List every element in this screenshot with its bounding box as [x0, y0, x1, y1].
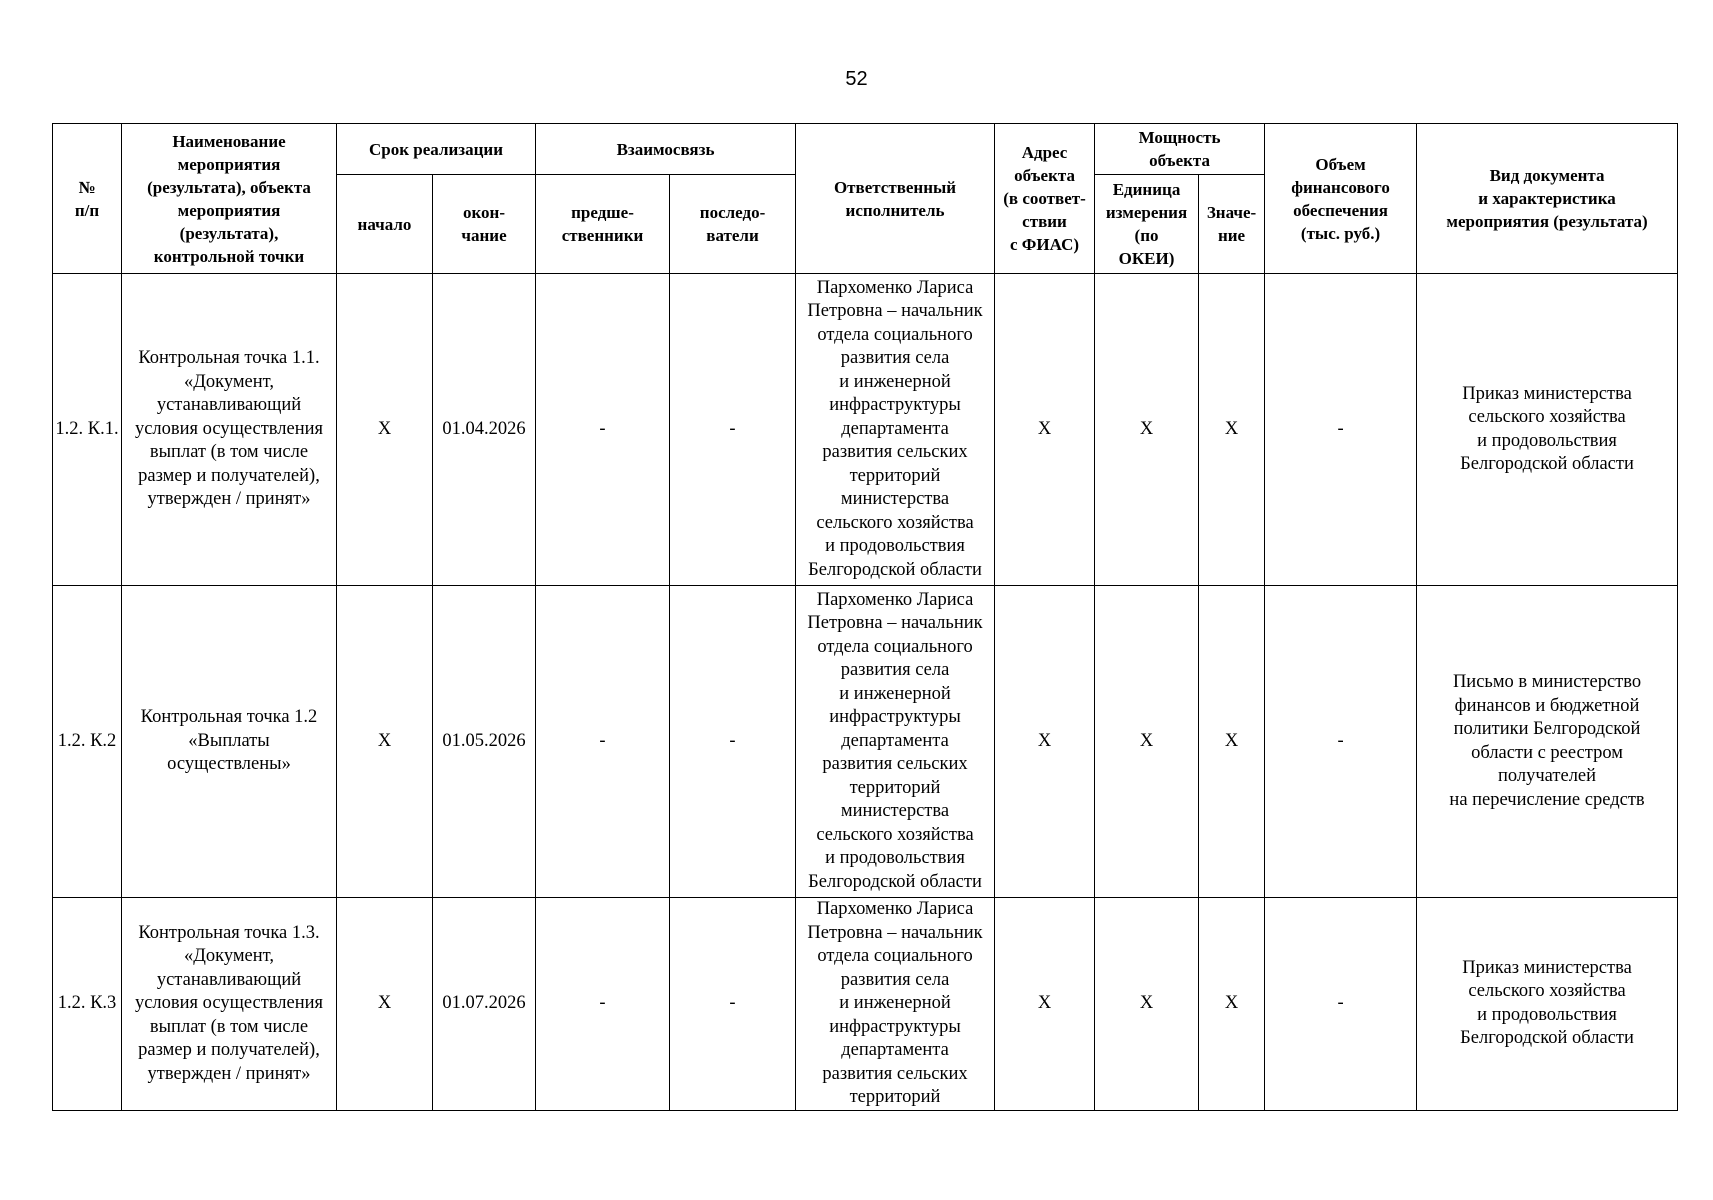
- text-line: сельского хозяйства: [816, 824, 974, 845]
- row-executor: [796, 898, 995, 1111]
- text-line: Белгородской области: [1460, 454, 1634, 474]
- text-line: Пархоменко Лариса: [816, 277, 974, 298]
- text-line: (результата),: [179, 223, 279, 243]
- text-line: и продовольствия: [825, 536, 965, 557]
- row-finance: -: [1265, 898, 1417, 1111]
- row-num: 1.2. К.2: [53, 586, 122, 898]
- row-finance: -: [1265, 586, 1417, 898]
- text-line: «Документ,: [184, 371, 274, 392]
- row-end: 01.05.2026: [433, 586, 536, 898]
- text-line: ственники: [561, 226, 644, 245]
- text-line: мероприятия (результата): [1446, 212, 1648, 231]
- header-period-end: [433, 175, 536, 274]
- header-relation-prev: [536, 175, 670, 274]
- text-line: осуществлены»: [167, 754, 291, 775]
- text-line: и инженерной: [839, 683, 951, 704]
- header-capacity-unit: [1095, 175, 1199, 274]
- header-doc-type: [1417, 124, 1678, 274]
- text-line: Контрольная точка 1.3.: [138, 922, 320, 943]
- text-line: Наименование: [172, 131, 286, 151]
- text-line: Петровна – начальник: [807, 301, 983, 322]
- header-period-start: начало: [337, 175, 433, 274]
- header-relation: Взаимосвязь: [536, 124, 796, 175]
- text-line: департамента: [841, 418, 949, 439]
- row-finance: -: [1265, 274, 1417, 586]
- text-line: «Документ,: [184, 946, 274, 966]
- row-value: X: [1199, 898, 1265, 1111]
- text-line: области с реестром: [1471, 742, 1623, 763]
- text-line: и инженерной: [839, 371, 951, 392]
- text-line: и продовольствия: [1477, 430, 1617, 451]
- text-line: и инженерной: [839, 993, 951, 1013]
- header-executor: [796, 124, 995, 274]
- header-relation-next: [670, 175, 796, 274]
- text-line: и продовольствия: [825, 848, 965, 869]
- row-doc: [1417, 898, 1678, 1111]
- text-line: выплат (в том числе: [149, 1016, 309, 1037]
- row-unit: X: [1095, 898, 1199, 1111]
- text-line: Значе-: [1206, 203, 1257, 222]
- header-name: [122, 124, 337, 274]
- text-line: Белгородской области: [808, 559, 982, 580]
- text-line: финансового: [1291, 177, 1390, 197]
- row-prev: -: [536, 274, 670, 586]
- text-line: развития села: [840, 348, 950, 369]
- header-num: [53, 124, 122, 274]
- table-row: [53, 898, 1678, 1111]
- row-value: X: [1199, 274, 1265, 586]
- text-line: территорий: [849, 777, 941, 798]
- text-line: (результата), объекта: [147, 177, 311, 197]
- text-line: устанавливающий: [156, 395, 302, 416]
- text-line: Письмо в министерство: [1452, 672, 1642, 692]
- row-start: X: [337, 898, 433, 1111]
- text-line: сельского хозяйства: [816, 512, 974, 533]
- table-row: [53, 274, 1678, 586]
- text-line: Петровна – начальник: [807, 922, 983, 943]
- row-unit: X: [1095, 586, 1199, 898]
- row-name: [122, 898, 337, 1111]
- text-line: мероприятия: [177, 154, 281, 174]
- text-line: утвержден / принят»: [147, 489, 311, 510]
- text-line: ОКЕИ): [1118, 249, 1175, 268]
- row-executor: [796, 274, 995, 586]
- text-line: получателей: [1497, 766, 1597, 786]
- row-address: X: [995, 898, 1095, 1111]
- text-line: условия осуществления: [134, 418, 324, 439]
- text-line: размер и получателей),: [138, 1040, 320, 1060]
- text-line: Единица: [1112, 180, 1181, 199]
- text-line: Мощность: [1138, 128, 1221, 147]
- header-address: [995, 124, 1095, 274]
- text-line: Пархоменко Лариса: [816, 899, 974, 919]
- text-line: размер и получателей),: [138, 465, 320, 486]
- text-line: сельского хозяйства: [1468, 981, 1626, 1002]
- text-line: (в соответ-: [1003, 189, 1086, 208]
- text-line: министерства: [840, 489, 950, 510]
- text-line: выплат (в том числе: [149, 442, 309, 463]
- row-address: X: [995, 586, 1095, 898]
- text-line: ватели: [706, 226, 759, 245]
- row-next: -: [670, 898, 796, 1111]
- text-line: Петровна – начальник: [807, 613, 983, 634]
- text-line: политики Белгородской: [1453, 719, 1641, 739]
- row-name: [122, 586, 337, 898]
- page-number: 52: [845, 68, 868, 90]
- header-capacity: [1095, 124, 1265, 175]
- text-line: последо-: [699, 203, 766, 222]
- row-address: X: [995, 274, 1095, 586]
- text-line: отдела социального: [817, 324, 973, 345]
- text-line: территорий: [849, 1087, 941, 1107]
- text-line: и характеристика: [1478, 189, 1616, 208]
- text-line: инфраструктуры: [829, 707, 961, 728]
- text-line: исполнитель: [845, 200, 945, 220]
- header-capacity-value: [1199, 175, 1265, 274]
- row-end: 01.04.2026: [433, 274, 536, 586]
- text-line: департамента: [841, 730, 949, 751]
- row-doc: [1417, 586, 1678, 898]
- text-line: и продовольствия: [1477, 1004, 1617, 1025]
- text-line: Ответственный: [833, 177, 957, 197]
- text-line: Приказ министерства: [1462, 383, 1632, 404]
- row-prev: -: [536, 586, 670, 898]
- row-executor: [796, 586, 995, 898]
- text-line: ствии: [1022, 212, 1067, 231]
- text-line: сельского хозяйства: [1468, 407, 1626, 427]
- text-line: контрольной точки: [153, 246, 305, 266]
- text-line: ние: [1217, 226, 1246, 245]
- text-line: №: [78, 177, 96, 197]
- table-row: [53, 586, 1678, 898]
- text-line: обеспечения: [1293, 200, 1388, 220]
- text-line: развития сельских: [822, 754, 968, 775]
- text-line: Пархоменко Лариса: [816, 589, 974, 610]
- activities-table: [52, 123, 1678, 1111]
- text-line: окон-: [462, 203, 506, 222]
- text-line: отдела социального: [817, 946, 973, 966]
- text-line: объекта: [1149, 151, 1210, 170]
- text-line: развития села: [840, 969, 950, 990]
- header-period: Срок реализации: [337, 124, 536, 175]
- text-line: Контрольная точка 1.1.: [138, 348, 320, 369]
- text-line: устанавливающий: [156, 969, 302, 990]
- text-line: с ФИАС): [1010, 235, 1080, 254]
- row-num: 1.2. К.1.: [53, 274, 122, 586]
- text-line: развития села: [840, 660, 950, 681]
- text-line: Объем: [1315, 154, 1366, 174]
- text-line: инфраструктуры: [829, 1016, 961, 1037]
- row-start: X: [337, 586, 433, 898]
- text-line: чание: [461, 226, 507, 245]
- row-name: [122, 274, 337, 586]
- text-line: развития сельских: [822, 442, 968, 463]
- text-line: департамента: [841, 1040, 949, 1060]
- text-line: Белгородской области: [808, 871, 982, 892]
- text-line: отдела социального: [817, 636, 973, 657]
- text-line: утвержден / принят»: [147, 1063, 311, 1084]
- row-value: X: [1199, 586, 1265, 898]
- row-unit: X: [1095, 274, 1199, 586]
- text-line: п/п: [74, 200, 100, 220]
- text-line: «Выплаты: [188, 730, 270, 751]
- text-line: территорий: [849, 465, 941, 486]
- text-line: Белгородской области: [1460, 1028, 1634, 1049]
- text-line: Приказ министерства: [1462, 957, 1632, 978]
- header-finance: [1265, 124, 1417, 274]
- row-end: 01.07.2026: [433, 898, 536, 1111]
- row-doc: [1417, 274, 1678, 586]
- text-line: измерения: [1105, 203, 1188, 222]
- text-line: (тыс. руб.): [1300, 223, 1381, 243]
- text-line: министерства: [840, 801, 950, 822]
- text-line: условия осуществления: [134, 993, 324, 1013]
- text-line: Адрес: [1021, 143, 1068, 162]
- text-line: объекта: [1014, 166, 1075, 185]
- text-line: развития сельских: [822, 1063, 968, 1084]
- text-line: (по: [1134, 226, 1159, 245]
- text-line: предше-: [571, 203, 634, 222]
- text-line: инфраструктуры: [829, 395, 961, 416]
- row-prev: -: [536, 898, 670, 1111]
- text-line: Контрольная точка 1.2: [140, 707, 318, 728]
- row-start: X: [337, 274, 433, 586]
- text-line: мероприятия: [177, 200, 281, 220]
- row-next: -: [670, 274, 796, 586]
- row-next: -: [670, 586, 796, 898]
- row-num: 1.2. К.3: [53, 898, 122, 1111]
- text-line: финансов и бюджетной: [1454, 695, 1640, 716]
- text-line: на перечисление средств: [1449, 789, 1645, 810]
- text-line: Вид документа: [1489, 166, 1605, 185]
